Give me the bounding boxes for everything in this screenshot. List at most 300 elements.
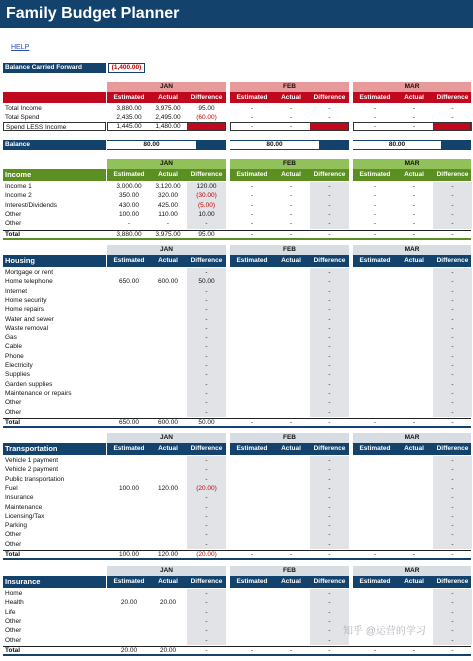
housing-cell[interactable]: - bbox=[328, 380, 331, 388]
transportation-cell[interactable]: - bbox=[328, 475, 331, 483]
housing-total-cell[interactable]: - bbox=[289, 418, 293, 426]
transportation-row-label: Vehicle 1 payment bbox=[5, 457, 59, 464]
insurance-cell[interactable]: - bbox=[205, 627, 208, 635]
summary-cell[interactable]: - bbox=[289, 105, 293, 112]
housing-cell[interactable]: - bbox=[328, 287, 331, 295]
housing-cell[interactable]: - bbox=[205, 343, 208, 351]
housing-cell[interactable]: 650.00 bbox=[119, 278, 139, 286]
housing-cell[interactable] bbox=[109, 361, 149, 370]
income-cell[interactable]: - bbox=[451, 210, 454, 218]
income-total-cell[interactable]: - bbox=[250, 230, 254, 238]
housing-cell[interactable]: - bbox=[205, 269, 208, 276]
insurance-cell[interactable]: - bbox=[451, 617, 454, 625]
income-cell[interactable]: - bbox=[250, 183, 254, 190]
summary-cell[interactable]: 3,975.00 bbox=[155, 105, 181, 112]
housing-cell[interactable]: - bbox=[205, 324, 208, 332]
housing-cell[interactable]: - bbox=[451, 306, 454, 314]
income-cell[interactable]: 3,120.00 bbox=[155, 183, 181, 190]
transportation-cell[interactable]: - bbox=[328, 466, 331, 474]
housing-cell[interactable]: - bbox=[205, 296, 208, 304]
transportation-cell[interactable]: - bbox=[451, 522, 454, 530]
housing-cell[interactable]: - bbox=[205, 306, 208, 314]
insurance-cell[interactable]: - bbox=[328, 636, 331, 644]
housing-cell[interactable]: - bbox=[205, 399, 208, 407]
transportation-total-cell[interactable]: - bbox=[451, 551, 454, 558]
col-header-actual: Actual bbox=[404, 445, 424, 452]
income-cell[interactable]: 320.00 bbox=[158, 192, 178, 200]
income-cell[interactable]: 100.00 bbox=[119, 210, 139, 218]
income-cell[interactable]: - bbox=[250, 192, 254, 200]
summary-box bbox=[107, 122, 226, 131]
transportation-cell[interactable]: - bbox=[205, 457, 208, 464]
insurance-total-cell[interactable]: - bbox=[250, 646, 254, 654]
month-header-jan: JAN bbox=[107, 245, 226, 255]
transportation-cell[interactable]: - bbox=[205, 540, 208, 548]
income-cell[interactable]: 350.00 bbox=[119, 192, 139, 200]
transportation-cell[interactable] bbox=[149, 493, 187, 502]
col-header-actual: Actual bbox=[158, 171, 178, 178]
housing-cell[interactable] bbox=[109, 315, 149, 324]
transportation-cell[interactable]: - bbox=[451, 457, 454, 464]
transportation-cell[interactable] bbox=[109, 465, 149, 474]
insurance-total-cell[interactable]: - bbox=[412, 646, 416, 654]
housing-cell[interactable] bbox=[109, 287, 149, 296]
insurance-cell[interactable]: - bbox=[451, 599, 454, 607]
income-cell[interactable]: - bbox=[373, 201, 377, 209]
housing-cell[interactable]: - bbox=[451, 315, 454, 323]
transportation-cell[interactable]: - bbox=[328, 522, 331, 530]
transportation-total-cell[interactable]: 120.00 bbox=[158, 551, 178, 558]
income-total-cell[interactable]: - bbox=[328, 230, 331, 238]
housing-cell[interactable]: - bbox=[451, 408, 454, 416]
housing-cell[interactable]: - bbox=[451, 324, 454, 332]
housing-total-cell[interactable]: - bbox=[328, 418, 331, 426]
transportation-cell[interactable] bbox=[109, 521, 149, 530]
insurance-cell[interactable] bbox=[149, 589, 187, 598]
insurance-cell[interactable] bbox=[149, 617, 187, 626]
summary-cell[interactable]: 2,435.00 bbox=[116, 114, 142, 121]
transportation-cell[interactable]: - bbox=[451, 512, 454, 520]
transportation-cell[interactable] bbox=[109, 540, 149, 549]
transportation-total-cell[interactable]: - bbox=[373, 551, 377, 558]
housing-cell[interactable]: - bbox=[328, 343, 331, 351]
insurance-cell[interactable]: - bbox=[328, 617, 331, 625]
housing-cell[interactable] bbox=[149, 296, 187, 305]
transportation-cell[interactable]: - bbox=[328, 512, 331, 520]
housing-cell[interactable]: - bbox=[205, 352, 208, 360]
transportation-cell[interactable]: - bbox=[205, 494, 208, 502]
transportation-cell[interactable]: - bbox=[451, 531, 454, 539]
income-cell[interactable]: - bbox=[127, 220, 131, 228]
income-cell[interactable]: - bbox=[250, 201, 254, 209]
transportation-cell[interactable]: - bbox=[328, 531, 331, 539]
transportation-cell[interactable]: - bbox=[205, 466, 208, 474]
transportation-cell[interactable]: - bbox=[328, 484, 331, 492]
insurance-cell[interactable]: - bbox=[328, 590, 331, 597]
balance-bar bbox=[319, 140, 349, 150]
summary-col-header-estimated: Estimated bbox=[236, 94, 268, 101]
housing-cell[interactable]: - bbox=[328, 278, 331, 286]
housing-total-cell[interactable]: - bbox=[250, 418, 254, 426]
insurance-cell[interactable] bbox=[149, 636, 187, 645]
transportation-cell[interactable]: - bbox=[205, 531, 208, 539]
income-cell[interactable]: - bbox=[373, 210, 377, 218]
summary-cell[interactable]: - bbox=[451, 114, 454, 121]
income-cell[interactable]: - bbox=[289, 183, 293, 190]
housing-total-cell[interactable]: 650.00 bbox=[119, 418, 139, 426]
transportation-cell[interactable] bbox=[149, 521, 187, 530]
summary-cell[interactable]: (60.00) bbox=[196, 114, 217, 121]
housing-cell[interactable] bbox=[149, 380, 187, 389]
transportation-cell[interactable]: - bbox=[451, 466, 454, 474]
col-header-estimated: Estimated bbox=[359, 445, 391, 452]
summary-cell[interactable]: - bbox=[373, 114, 377, 121]
income-total-cell[interactable]: - bbox=[412, 230, 416, 238]
income-cell[interactable]: 10.00 bbox=[198, 210, 215, 218]
income-cell[interactable]: - bbox=[451, 220, 454, 228]
housing-cell[interactable]: - bbox=[328, 315, 331, 323]
insurance-cell[interactable] bbox=[149, 626, 187, 635]
transportation-cell[interactable]: - bbox=[451, 475, 454, 483]
balance-value[interactable]: 80.00 bbox=[143, 141, 160, 148]
housing-cell[interactable] bbox=[149, 342, 187, 351]
summary-cell[interactable]: 2,495.00 bbox=[155, 114, 181, 121]
insurance-cell[interactable] bbox=[109, 589, 149, 598]
housing-cell[interactable] bbox=[109, 398, 149, 407]
housing-cell[interactable]: - bbox=[328, 399, 331, 407]
transportation-cell[interactable] bbox=[109, 530, 149, 539]
income-cell[interactable]: - bbox=[451, 201, 454, 209]
housing-cell[interactable]: - bbox=[328, 371, 331, 379]
transportation-cell[interactable]: - bbox=[451, 494, 454, 502]
income-cell[interactable]: - bbox=[412, 183, 416, 190]
transportation-cell[interactable] bbox=[109, 503, 149, 512]
summary-cell[interactable]: - bbox=[328, 114, 331, 121]
insurance-cell[interactable]: - bbox=[451, 627, 454, 635]
transportation-cell[interactable] bbox=[149, 540, 187, 549]
transportation-cell[interactable] bbox=[109, 456, 149, 465]
housing-cell[interactable] bbox=[109, 333, 149, 342]
housing-cell[interactable] bbox=[149, 268, 187, 277]
insurance-cell[interactable]: - bbox=[451, 590, 454, 597]
balance-value[interactable]: 80.00 bbox=[388, 141, 406, 148]
transportation-cell[interactable] bbox=[109, 475, 149, 484]
insurance-total-cell[interactable]: - bbox=[328, 646, 331, 654]
insurance-cell[interactable]: 20.00 bbox=[120, 599, 138, 607]
insurance-cell[interactable] bbox=[149, 608, 187, 617]
transportation-row-label: Licensing/Tax bbox=[5, 512, 45, 520]
insurance-cell[interactable]: - bbox=[328, 627, 331, 635]
housing-cell[interactable]: - bbox=[451, 278, 454, 286]
summary-col-header-difference: Difference bbox=[313, 94, 346, 101]
income-total-cell[interactable]: 95.00 bbox=[198, 230, 215, 238]
income-cell[interactable]: - bbox=[412, 210, 416, 218]
transportation-cell[interactable]: - bbox=[328, 494, 331, 502]
transportation-total-cell[interactable]: - bbox=[250, 551, 254, 558]
housing-cell[interactable]: - bbox=[451, 362, 454, 369]
housing-cell[interactable]: - bbox=[451, 287, 454, 295]
housing-total-cell[interactable]: 50.00 bbox=[198, 418, 215, 426]
transportation-cell[interactable] bbox=[149, 465, 187, 474]
insurance-cell[interactable] bbox=[109, 626, 149, 635]
summary-cell[interactable]: - bbox=[373, 123, 377, 130]
transportation-total-cell[interactable]: (20.00) bbox=[196, 551, 217, 558]
transportation-cell[interactable]: - bbox=[451, 484, 454, 492]
housing-row-label: Garden supplies bbox=[5, 380, 53, 388]
insurance-cell[interactable]: - bbox=[205, 599, 208, 607]
income-total-cell[interactable]: - bbox=[373, 230, 377, 238]
housing-cell[interactable]: - bbox=[328, 306, 331, 314]
col-header-actual: Actual bbox=[404, 171, 424, 178]
housing-cell[interactable]: - bbox=[328, 269, 331, 276]
income-cell[interactable]: - bbox=[373, 192, 377, 200]
housing-cell[interactable]: - bbox=[451, 296, 454, 304]
help-link[interactable]: HELP bbox=[11, 44, 30, 51]
insurance-cell[interactable]: - bbox=[451, 636, 454, 644]
transportation-cell[interactable]: 120.00 bbox=[158, 484, 178, 492]
housing-cell[interactable]: - bbox=[451, 389, 454, 397]
balance-carried-forward-value[interactable]: (1,400.00) bbox=[108, 63, 145, 73]
col-header-actual: Actual bbox=[281, 445, 301, 452]
insurance-total-cell[interactable]: - bbox=[289, 646, 293, 654]
housing-cell[interactable]: - bbox=[328, 408, 331, 416]
housing-cell[interactable]: - bbox=[451, 380, 454, 388]
income-cell[interactable]: 110.00 bbox=[158, 210, 178, 218]
income-cell[interactable]: - bbox=[328, 220, 331, 228]
housing-cell[interactable] bbox=[149, 305, 187, 314]
housing-cell[interactable]: 600.00 bbox=[158, 278, 178, 286]
housing-total-cell[interactable]: - bbox=[412, 418, 416, 426]
income-cell[interactable]: - bbox=[289, 192, 293, 200]
income-cell[interactable]: - bbox=[373, 220, 377, 228]
month-header-mar: MAR bbox=[353, 159, 471, 169]
summary-col-header-estimated: Estimated bbox=[113, 94, 145, 101]
transportation-cell[interactable] bbox=[149, 475, 187, 484]
income-cell[interactable]: - bbox=[289, 210, 293, 218]
month-header-mar: MAR bbox=[353, 245, 471, 255]
col-header-estimated: Estimated bbox=[236, 257, 268, 264]
housing-cell[interactable] bbox=[109, 342, 149, 351]
summary-cell[interactable]: 1,480.00 bbox=[155, 123, 181, 130]
income-cell[interactable]: - bbox=[328, 192, 331, 200]
income-cell[interactable]: - bbox=[412, 220, 416, 228]
housing-cell[interactable]: - bbox=[205, 287, 208, 295]
income-cell[interactable]: (30.00) bbox=[196, 192, 217, 200]
transportation-total-cell[interactable]: - bbox=[412, 551, 416, 558]
housing-cell[interactable] bbox=[109, 370, 149, 379]
housing-cell[interactable] bbox=[109, 389, 149, 398]
housing-cell[interactable] bbox=[149, 361, 187, 370]
summary-cell[interactable]: - bbox=[250, 114, 254, 121]
housing-cell[interactable] bbox=[109, 352, 149, 361]
housing-cell[interactable]: - bbox=[328, 324, 331, 332]
insurance-cell[interactable]: - bbox=[451, 608, 454, 616]
income-cell[interactable]: - bbox=[250, 220, 254, 228]
income-cell[interactable]: 430.00 bbox=[119, 201, 139, 209]
summary-cell[interactable]: - bbox=[250, 105, 254, 112]
housing-cell[interactable]: - bbox=[205, 389, 208, 397]
income-cell[interactable]: - bbox=[289, 220, 293, 228]
housing-cell[interactable]: 50.00 bbox=[198, 278, 215, 286]
income-cell[interactable]: - bbox=[205, 220, 208, 228]
insurance-total-cell[interactable]: 20.00 bbox=[120, 646, 138, 654]
housing-cell[interactable]: - bbox=[451, 399, 454, 407]
income-cell[interactable]: - bbox=[328, 183, 331, 190]
summary-cell[interactable]: 1,445.00 bbox=[116, 123, 142, 130]
transportation-cell[interactable] bbox=[149, 530, 187, 539]
housing-cell[interactable] bbox=[109, 268, 149, 277]
balance-value[interactable]: 80.00 bbox=[266, 141, 283, 148]
housing-total-cell[interactable]: 600.00 bbox=[158, 418, 178, 426]
summary-cell[interactable]: - bbox=[412, 123, 416, 130]
transportation-cell[interactable]: (20.00) bbox=[196, 484, 217, 492]
income-section-title: Income bbox=[3, 169, 106, 181]
transportation-cell[interactable]: - bbox=[328, 457, 331, 464]
housing-cell[interactable]: - bbox=[451, 343, 454, 351]
transportation-cell[interactable]: 100.00 bbox=[119, 484, 139, 492]
housing-cell[interactable]: - bbox=[328, 389, 331, 397]
housing-cell[interactable] bbox=[149, 352, 187, 361]
summary-cell[interactable]: - bbox=[451, 105, 454, 112]
income-total-cell[interactable]: 3,880.00 bbox=[116, 230, 142, 238]
housing-cell[interactable] bbox=[149, 333, 187, 342]
income-total-cell[interactable]: - bbox=[289, 230, 293, 238]
housing-cell[interactable] bbox=[149, 408, 187, 417]
summary-cell[interactable]: - bbox=[412, 105, 416, 112]
housing-row-label: Gas bbox=[5, 334, 17, 342]
housing-cell[interactable] bbox=[109, 380, 149, 389]
income-cell[interactable]: (5.00) bbox=[198, 201, 215, 209]
transportation-cell[interactable] bbox=[109, 493, 149, 502]
insurance-cell[interactable] bbox=[109, 608, 149, 617]
housing-cell[interactable]: - bbox=[205, 362, 208, 369]
insurance-cell[interactable] bbox=[109, 636, 149, 645]
housing-cell[interactable]: - bbox=[205, 334, 208, 342]
transportation-cell[interactable]: - bbox=[205, 475, 208, 483]
income-cell[interactable]: - bbox=[328, 201, 331, 209]
summary-cell[interactable]: - bbox=[289, 123, 293, 130]
month-header-feb: FEB bbox=[230, 245, 349, 255]
housing-cell[interactable]: - bbox=[451, 269, 454, 276]
housing-cell[interactable]: - bbox=[451, 371, 454, 379]
transportation-total-cell[interactable]: - bbox=[289, 551, 293, 558]
insurance-total-cell[interactable]: - bbox=[373, 646, 377, 654]
insurance-cell[interactable]: - bbox=[328, 599, 331, 607]
summary-cell[interactable]: - bbox=[328, 105, 331, 112]
housing-cell[interactable] bbox=[149, 324, 187, 333]
insurance-total-cell[interactable]: - bbox=[451, 646, 454, 654]
housing-cell[interactable]: - bbox=[328, 352, 331, 360]
summary-cell[interactable]: - bbox=[373, 105, 377, 112]
housing-cell[interactable]: - bbox=[205, 380, 208, 388]
housing-cell[interactable]: - bbox=[328, 296, 331, 304]
housing-cell[interactable]: - bbox=[451, 352, 454, 360]
insurance-cell[interactable]: - bbox=[205, 636, 208, 644]
housing-cell[interactable] bbox=[109, 324, 149, 333]
housing-cell[interactable]: - bbox=[451, 334, 454, 342]
housing-cell[interactable] bbox=[109, 296, 149, 305]
summary-cell[interactable]: - bbox=[412, 114, 416, 121]
summary-cell[interactable]: - bbox=[250, 123, 254, 130]
transportation-cell[interactable]: - bbox=[205, 522, 208, 530]
housing-total-cell[interactable]: - bbox=[373, 418, 377, 426]
insurance-section-title: Insurance bbox=[3, 576, 106, 588]
transportation-total-label: Total bbox=[5, 551, 21, 558]
insurance-cell[interactable]: 20.00 bbox=[159, 599, 177, 607]
insurance-cell[interactable]: - bbox=[205, 617, 208, 625]
transportation-cell[interactable] bbox=[109, 512, 149, 521]
housing-cell[interactable] bbox=[149, 315, 187, 324]
insurance-cell[interactable]: - bbox=[205, 608, 208, 616]
income-cell[interactable]: - bbox=[289, 201, 293, 209]
insurance-cell[interactable]: - bbox=[205, 590, 208, 597]
insurance-total-cell[interactable]: - bbox=[205, 646, 208, 654]
income-cell[interactable]: - bbox=[451, 183, 454, 190]
housing-cell[interactable] bbox=[149, 287, 187, 296]
income-cell[interactable]: - bbox=[412, 192, 416, 200]
insurance-cell[interactable] bbox=[109, 617, 149, 626]
transportation-cell[interactable]: - bbox=[451, 503, 454, 511]
income-cell[interactable]: - bbox=[250, 210, 254, 218]
month-header-jan: JAN bbox=[107, 159, 226, 169]
housing-cell[interactable]: - bbox=[328, 362, 331, 369]
transportation-cell[interactable] bbox=[149, 512, 187, 521]
transportation-cell[interactable]: - bbox=[205, 512, 208, 520]
transportation-cell[interactable]: - bbox=[328, 540, 331, 548]
insurance-cell[interactable]: - bbox=[328, 608, 331, 616]
insurance-total-cell[interactable]: 20.00 bbox=[159, 646, 177, 654]
summary-cell[interactable]: 3,880.00 bbox=[116, 105, 142, 112]
housing-cell[interactable] bbox=[149, 389, 187, 398]
housing-cell[interactable] bbox=[109, 305, 149, 314]
summary-box bbox=[230, 122, 349, 131]
income-total-cell[interactable]: - bbox=[451, 230, 454, 238]
housing-cell[interactable] bbox=[149, 370, 187, 379]
income-cell[interactable]: - bbox=[412, 201, 416, 209]
housing-row-label: Internet bbox=[5, 287, 28, 295]
income-cell[interactable]: - bbox=[166, 220, 170, 228]
transportation-cell[interactable]: - bbox=[205, 503, 208, 511]
transportation-cell[interactable]: - bbox=[451, 540, 454, 548]
summary-col-header-difference: Difference bbox=[436, 94, 469, 101]
transportation-total-cell[interactable]: 100.00 bbox=[119, 551, 139, 558]
summary-cell[interactable]: 95.00 bbox=[198, 105, 215, 112]
income-total-cell[interactable]: 3,975.00 bbox=[155, 230, 181, 238]
col-header-difference: Difference bbox=[190, 445, 223, 452]
col-header-actual: Actual bbox=[404, 257, 424, 264]
transportation-total-cell[interactable]: - bbox=[328, 551, 331, 558]
housing-cell[interactable] bbox=[109, 408, 149, 417]
transportation-row-label: Other bbox=[5, 540, 22, 548]
insurance-row-label: Other bbox=[5, 636, 22, 644]
summary-cell[interactable]: - bbox=[289, 114, 293, 121]
housing-cell[interactable]: - bbox=[205, 315, 208, 323]
income-cell[interactable]: - bbox=[373, 183, 377, 190]
income-cell[interactable]: - bbox=[451, 192, 454, 200]
housing-cell[interactable]: - bbox=[328, 334, 331, 342]
housing-cell[interactable] bbox=[149, 398, 187, 407]
transportation-cell[interactable] bbox=[149, 503, 187, 512]
income-cell[interactable]: 3,000.00 bbox=[116, 183, 142, 190]
housing-cell[interactable]: - bbox=[205, 371, 208, 379]
income-cell[interactable]: 120.00 bbox=[196, 183, 217, 190]
income-cell[interactable]: 425.00 bbox=[158, 201, 178, 209]
transportation-cell[interactable]: - bbox=[328, 503, 331, 511]
income-cell[interactable]: - bbox=[328, 210, 331, 218]
housing-cell[interactable]: - bbox=[205, 408, 208, 416]
transportation-cell[interactable] bbox=[149, 456, 187, 465]
housing-total-cell[interactable]: - bbox=[451, 418, 454, 426]
